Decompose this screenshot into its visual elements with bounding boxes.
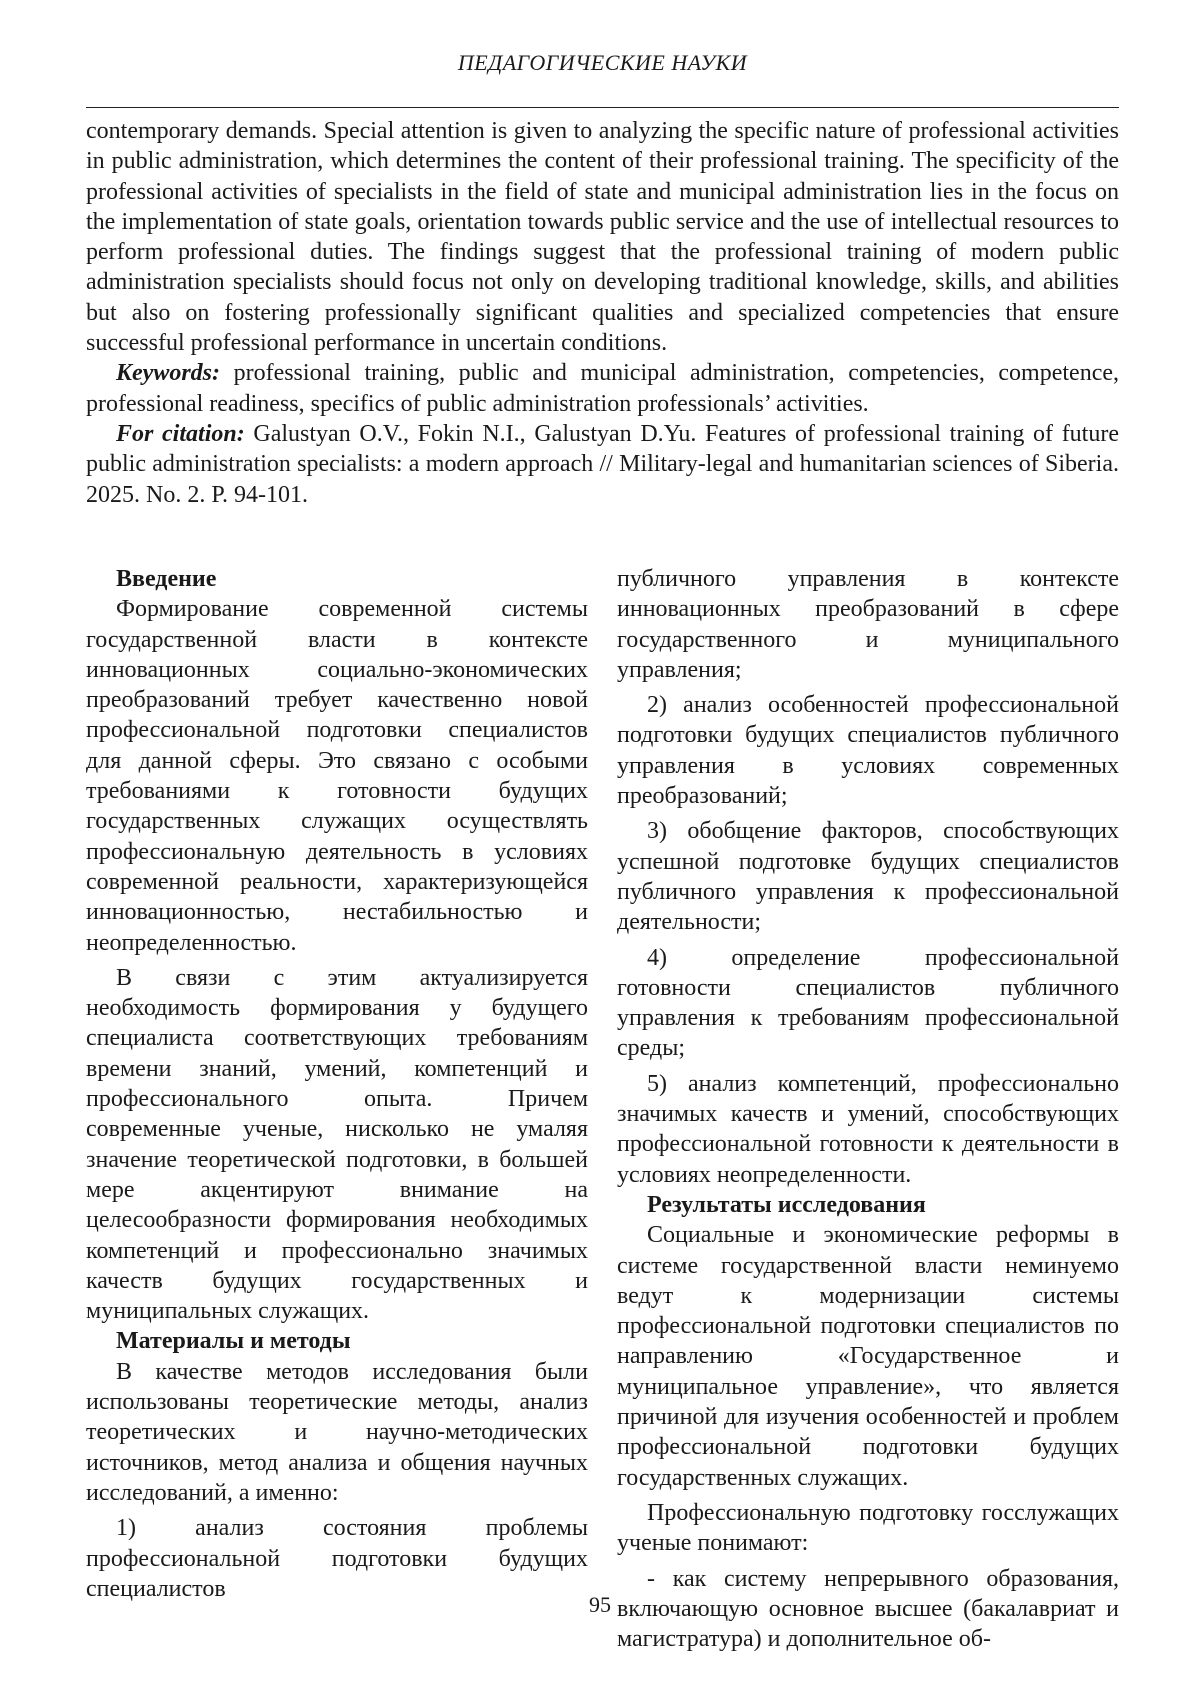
intro-paragraph-1: Формирование современной системы государственной власти в контексте инновационных социально-экономических преобразований требует качественно новой профессиональной подготовки специалистов для данной сферы. Это связано с особыми требованиями к готовности будущих государственных служащих осуществлять профессиональную деятельность в условиях современной реальности, характеризующейся инновационностью, нестабильностью и неопределенностью. — [86, 596, 588, 956]
left-column — [86, 564, 588, 1654]
methods-item-1-start: 1) анализ состояния проблемы профессиональной подготовки будущих специалистов — [86, 1515, 588, 1602]
page-number: 95 — [589, 1592, 611, 1617]
methods-item-5: 5) анализ компетенций, профессионально значимых качеств и умений, способствующих профессиональной готовности к деятельности в условиях неопределенности. — [617, 1070, 1119, 1188]
results-paragraph-1: Социальные и экономические реформы в системе государственной власти неминуемо ведут к модернизации системы профессиональной подготовки специалистов по направлению «Государственное и муниципальное управление», что является причиной для изучения особенностей и проблем профессиональной подготовки будущих государственных служащих. — [617, 1222, 1119, 1491]
methods-paragraph-1: В качестве методов исследования были использованы теоретические методы, анализ теоретических и научно-методических источников, метод анализа и общения научных исследований, а именно: — [86, 1358, 588, 1506]
keywords-text: professional training, public and municipal administration, competencies, competence, professional readiness, specifics of public administration professionals’ activities. — [86, 360, 1120, 417]
body-columns — [86, 564, 1119, 1654]
results-paragraph-3: - как систему непрерывного образования, включающую основное высшее (бакалавриат и магистратура) и дополнительное об- — [617, 1565, 1119, 1653]
keywords-paragraph — [86, 358, 1119, 419]
methods-item-3: 3) обобщение факторов, способствующих успешной подготовке будущих специалистов публичного управления к профессиональной деятельности; — [617, 818, 1119, 936]
running-head: ПЕДАГОГИЧЕСКИЕ НАУКИ — [457, 50, 748, 75]
citation-text: Galustyan O.V., Fokin N.I., Galustyan D.Yu. Features of professional training of future public administration specialists: a modern approach // Military-legal and humanitarian sciences of Siberia. 2025. No. 2. P. 94-101. — [86, 420, 1119, 508]
citation-paragraph — [86, 419, 1119, 510]
methods-heading: Материалы и методы — [116, 1328, 351, 1355]
methods-item-1-end: публичного управления в контексте инновационных преобразований в сфере государственного и муниципального управления; — [617, 566, 1119, 683]
methods-item-2: 2) анализ особенностей профессиональной подготовки будущих специалистов публичного управления в условиях современных преобразований; — [617, 692, 1119, 810]
results-paragraph-2: Профессиональную подготовку госслужащих ученые понимают: — [617, 1499, 1119, 1557]
citation-label: For citation: — [116, 420, 245, 447]
right-column — [617, 564, 1119, 1654]
english-abstract — [86, 116, 1119, 510]
keywords-label: Keywords: — [116, 360, 220, 387]
results-heading: Результаты исследования — [647, 1191, 926, 1218]
intro-paragraph-2: В связи с этим актуализируется необходимость формирования у будущего специалиста соответствующих требованиям времени знаний, умений, компетенций и профессионального опыта. Причем современные ученые, нисколько не умаляя значение теоретической подготовки, в большей мере акцентируют внимание на целесообразности формирования необходимых компетенций и профессионально значимых качеств будущих государственных и муниципальных служащих. — [86, 964, 588, 1325]
methods-item-4: 4) определение профессиональной готовности специалистов публичного управления к требованиям профессиональной среды; — [617, 944, 1119, 1062]
abstract-text: contemporary demands. Special attention is given to analyzing the specific nature of professional activities in public administration, which determines the content of their professional training. The specificity of the professional activities of specialists in the field of state and municipal administration lies in the focus on the implementation of state goals, orientation towards public service and the use of intellectual resources to perform professional duties. The findings suggest that the professional training of modern public administration specialists should focus not only on developing traditional knowledge, skills, and abilities but also on fostering professionally significant qualities and specialized competencies that ensure successful professional performance in uncertain conditions. — [86, 118, 1119, 357]
header-rule — [86, 107, 1119, 108]
intro-heading: Введение — [116, 566, 217, 592]
